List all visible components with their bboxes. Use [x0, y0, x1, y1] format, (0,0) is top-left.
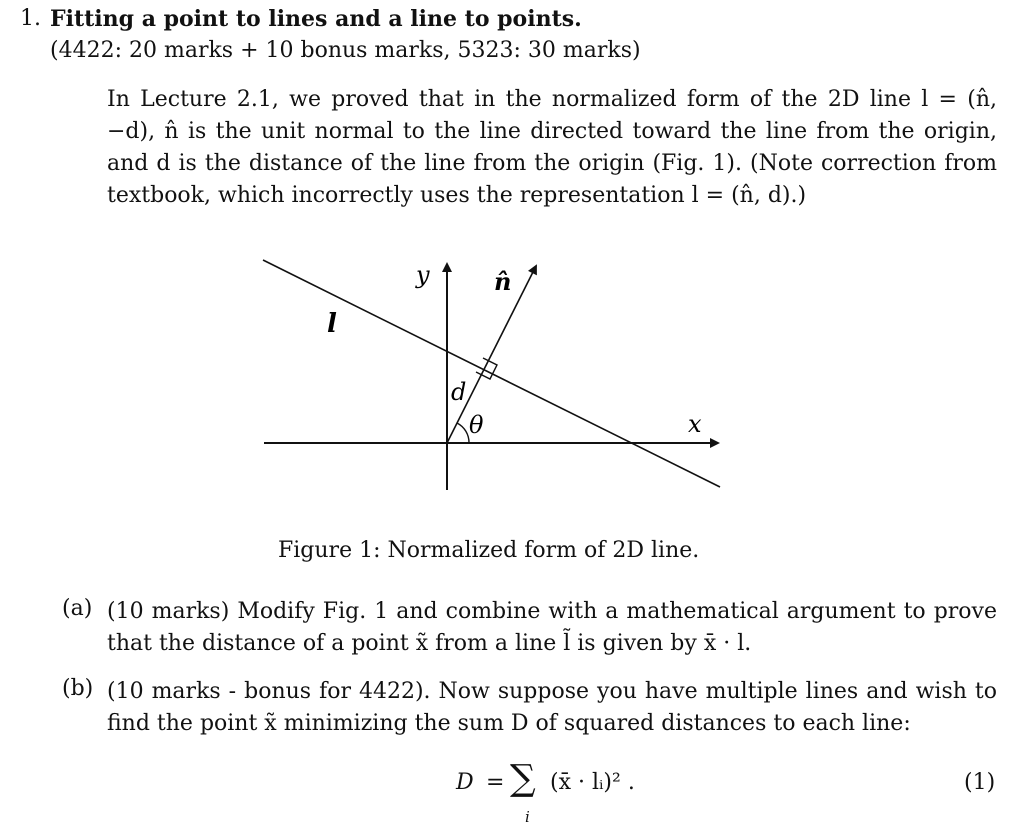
question-number: 1. [20, 6, 41, 31]
right-angle-marker [476, 358, 497, 379]
question-marks: (4422: 20 marks + 10 bonus marks, 5323: 30 marks) [50, 38, 641, 63]
equation-lhs: D [456, 770, 474, 795]
part-a-label: (a) [62, 596, 93, 621]
part-b-label: (b) [62, 676, 94, 701]
normal-vector [447, 266, 536, 443]
label-y: y [416, 261, 430, 289]
question-title: Fitting a point to lines and a line to points. [50, 6, 582, 32]
intro-paragraph: In Lecture 2.1, we proved that in the normalized form of the 2D line l = (n̂, −d), n̂ is the unit normal to the line directed toward the line from the origin, and d is the distance of the line from the origin (Fig. 1). (Note correction from textbook, which incorrectly uses the representation l = (n̂, d).) [107, 87, 997, 208]
label-d: d [451, 378, 467, 406]
label-l: l [327, 309, 337, 339]
figure-caption: Figure 1: Normalized form of 2D line. [278, 538, 700, 563]
equation-number: (1) [964, 770, 996, 795]
part-a-text: (10 marks) Modify Fig. 1 and combine with a mathematical argument to prove that the distance of a point x̃ from a line l̃ is given by x̄ · l. [107, 599, 997, 656]
label-theta: θ [469, 411, 484, 439]
line-l [263, 260, 720, 487]
label-n-hat: n̂ [494, 267, 512, 296]
part-b-text: (10 marks - bonus for 4422). Now suppose you have multiple lines and wish to find the point x̃ minimizing the sum D of squared distances to each line: [107, 679, 997, 736]
label-x: x [688, 410, 702, 438]
angle-arc [457, 423, 469, 443]
equation-sum-subscript: i [525, 808, 530, 826]
equation-rhs: (x̄ · lᵢ)² . [550, 770, 635, 795]
equation-sum-symbol: ∑ [510, 758, 536, 799]
equation-equals: = [486, 770, 505, 795]
